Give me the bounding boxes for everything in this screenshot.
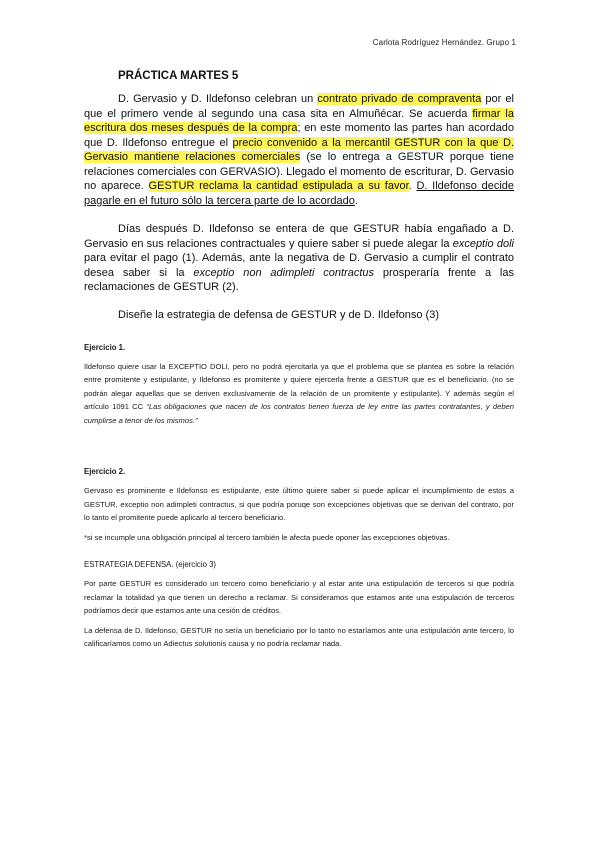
text-run: Días después D. Ildefonso se entera de que GESTUR había engañado a D. Gervasio en sus relaciones contractuales y quiere saber si puede alegar la — [84, 223, 514, 250]
exercise-2-note: *si se incumple una obligación principal al tercero también le afecta puede oponer las excepciones objetivas. — [84, 532, 450, 542]
text-run: Ildefonso quiere usar la EXCEPTIO DOLI, pero no podrá ejercitarla ya que el problema que se plantea es sobre la relación entre promitente y estipulante, y Ildefonso es promitente y quiere ejercerla frente a GESTUR que es el beneficiario. (no se podrán alegar aquellas que se deriven exclusivamente de la relación de un promitente y estipulante). Y además según el artículo 1091 CC — [84, 361, 514, 411]
highlighted-text: firmar la escritura dos meses después de la compra — [84, 107, 514, 134]
paragraph-task: Diseñe la estrategia de defensa de GESTUR y de D. Ildefonso (3) — [118, 308, 440, 321]
exercise-1-heading: Ejercicio 1. — [84, 342, 126, 352]
text-run: por el que el primero vende al segundo una casa sita en Almuñécar. Se acuerda — [84, 93, 514, 120]
text-run: . — [354, 194, 358, 207]
underlined-text: D. Ildefonso decide pagarle en el futuro sólo la tercera parte de lo acordado — [84, 180, 514, 207]
text-run: D. Gervasio y D. Ildefonso celebran un — [118, 93, 318, 105]
document-title: PRÁCTICA MARTES 5 — [118, 70, 239, 82]
paragraph-case-statement — [84, 92, 514, 208]
document-body — [84, 70, 514, 651]
text-run: para evitar el pago (1). Además, ante la negativa de D. Gervasio a cumplir el contrato desea saber si la — [84, 252, 514, 279]
text-run: prosperaría frente a las reclamaciones de GESTUR (2). — [84, 266, 514, 293]
italic-text: exceptio doli — [452, 237, 515, 250]
page-header-author: Carlota Rodríguez Hernández. Grupo 1 — [372, 38, 516, 47]
exercise-3-text-gestur: Por parte GESTUR es considerado un tercero como beneficiario y al estar ante una estipulación de terceros si que podría reclamar la totalidad ya que tienen un derecho a reclamar. Si consideramos que estamos ante una estipulación de terceros podríamos decir que estamos ante una cesión de créditos. — [84, 579, 514, 615]
highlighted-text: precio convenido a la mercantil GESTUR con la que D. Gervasio mantiene relaciones comerciales — [84, 136, 515, 163]
exercise-2-text: Gervaso es prominente e Ildefonso es estipulante, este último quiere saber si puede aplicar el incumplimiento de estos a GESTUR, exceptio non adimpleti contractus, si que podría poruqe son excepciones objetivas que se derivan del contrato, por lo tanto el promitente puede aplicarlo al tercero beneficiario. — [84, 486, 514, 522]
text-run: (se lo entrega a GESTUR porque tiene relaciones comerciales con GERVASIO). Llegado el momento de escriturar, D. Gervasio no aparece. — [84, 151, 515, 192]
paragraph-questions — [84, 222, 514, 295]
italic-quote: “Las obligaciones que nacen de los contratos tienen fuerza de ley entre las partes contratantes, y deben cumplirse a tenor de los mismos.” — [84, 402, 515, 425]
text-run: . — [408, 180, 417, 192]
exercise-2-heading: Ejercicio 2. — [84, 467, 126, 476]
exercise-3-text-ildefonso: La defensa de D. Ildefonso, GESTUR no sería un beneficiario por lo tanto no estaríamos ante una estipulación ante tercero, lo calificaríamos como un Adiectus solutionis causa y no podría reclamar nada. — [84, 625, 514, 648]
highlighted-text: GESTUR reclama la cantidad estipulada a su favor — [148, 180, 409, 192]
exercise-3-heading: ESTRATEGIA DEFENSA. (ejercicio 3) — [84, 560, 216, 569]
italic-text: exceptio non adimpleti contractus — [193, 266, 375, 279]
exercise-1-text — [84, 360, 514, 428]
highlighted-text: contrato privado de compraventa — [317, 93, 482, 105]
text-run: ; en este momento las partes han acordado que D. Ildefonso entregue el — [84, 122, 514, 149]
